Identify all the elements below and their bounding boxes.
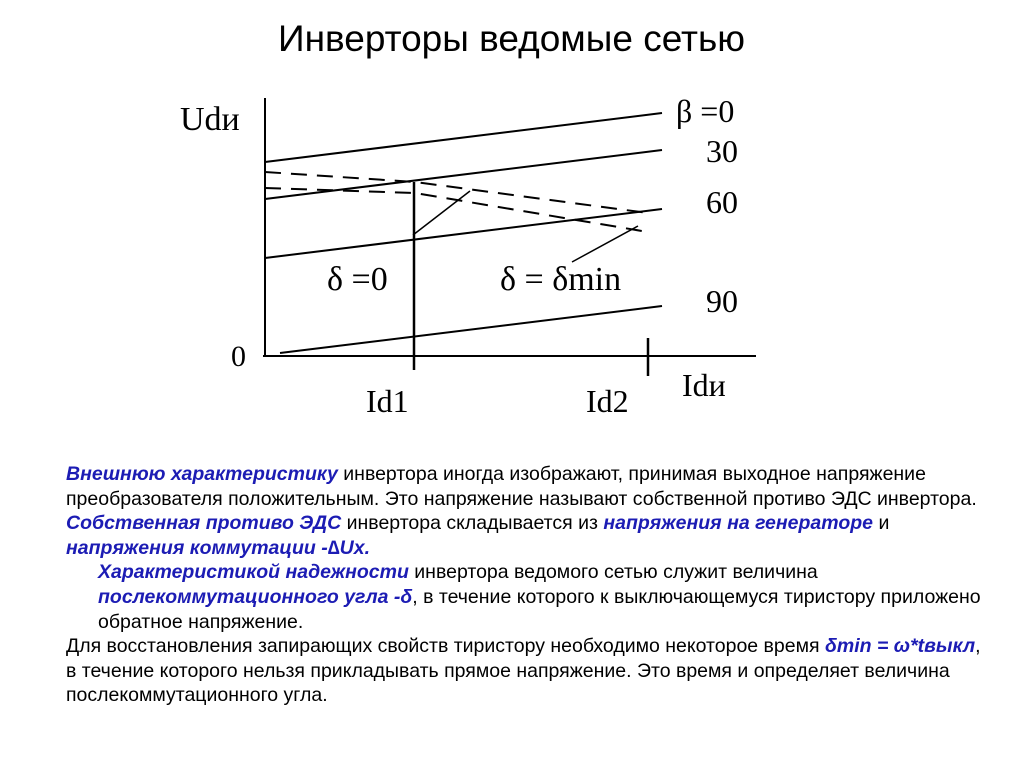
emphasized-term: Собственная противо ЭДС (66, 512, 342, 535)
beta-90-line (280, 306, 662, 353)
body-text (66, 462, 986, 708)
emphasized-term: напряжения коммутации -∆Ux. (66, 536, 371, 559)
id1-label: Id1 (366, 383, 409, 419)
emphasized-term: Характеристикой надежности (98, 561, 409, 584)
text-run: , в течение которого к выключающемуся тиристору приложено обратное напряжение. (98, 585, 981, 633)
origin-label: 0 (231, 340, 246, 373)
x-axis-label: Idи (682, 367, 726, 403)
delta-0-label: δ =0 (327, 261, 388, 298)
beta-30-line (265, 150, 662, 199)
paragraph-1 (66, 462, 986, 560)
beta-60-line (265, 209, 662, 258)
emphasized-term: δmin = ω*tвыкл (825, 635, 976, 658)
paragraph-2 (66, 560, 986, 634)
emphasized-term: напряжения на генераторе (603, 512, 874, 535)
delta-min-pointer (572, 226, 638, 262)
beta-90-label: 90 (706, 283, 738, 319)
text-run: Для восстановления запирающих свойств тиристору необходимо некоторое время (66, 635, 825, 658)
delta-min-label: δ = δmin (500, 261, 622, 298)
paragraph-3 (66, 634, 986, 708)
delta-min-dashed-line (265, 188, 648, 232)
slide-title: Инверторы ведомые сетью (277, 18, 746, 59)
text-run: инвертора иногда изображают, принимая выходное напряжение преобразователя положительным. Это напряжение называют собственной противо ЭДС инвертора. (66, 463, 977, 510)
beta-0-line (265, 113, 662, 162)
beta-0-label: β =0 (676, 93, 735, 129)
text-run: , в течение которого нельзя прикладывать прямое напряжение. Это время и определяет величина послекоммутационного угла. (66, 635, 981, 707)
delta-0-pointer (413, 191, 470, 235)
emphasized-term: послекоммутационного угла -δ (98, 585, 413, 608)
beta-60-label: 60 (706, 184, 738, 220)
text-run: и (873, 512, 890, 535)
beta-30-label: 30 (706, 133, 738, 169)
y-axis-label: Udи (180, 101, 240, 138)
emphasized-term: Внешнюю характеристику (66, 463, 338, 485)
text-run: инвертора складывается из (341, 512, 604, 535)
id2-label: Id2 (586, 383, 629, 419)
text-run: инвертора ведомого сетью служит величина (408, 561, 818, 584)
